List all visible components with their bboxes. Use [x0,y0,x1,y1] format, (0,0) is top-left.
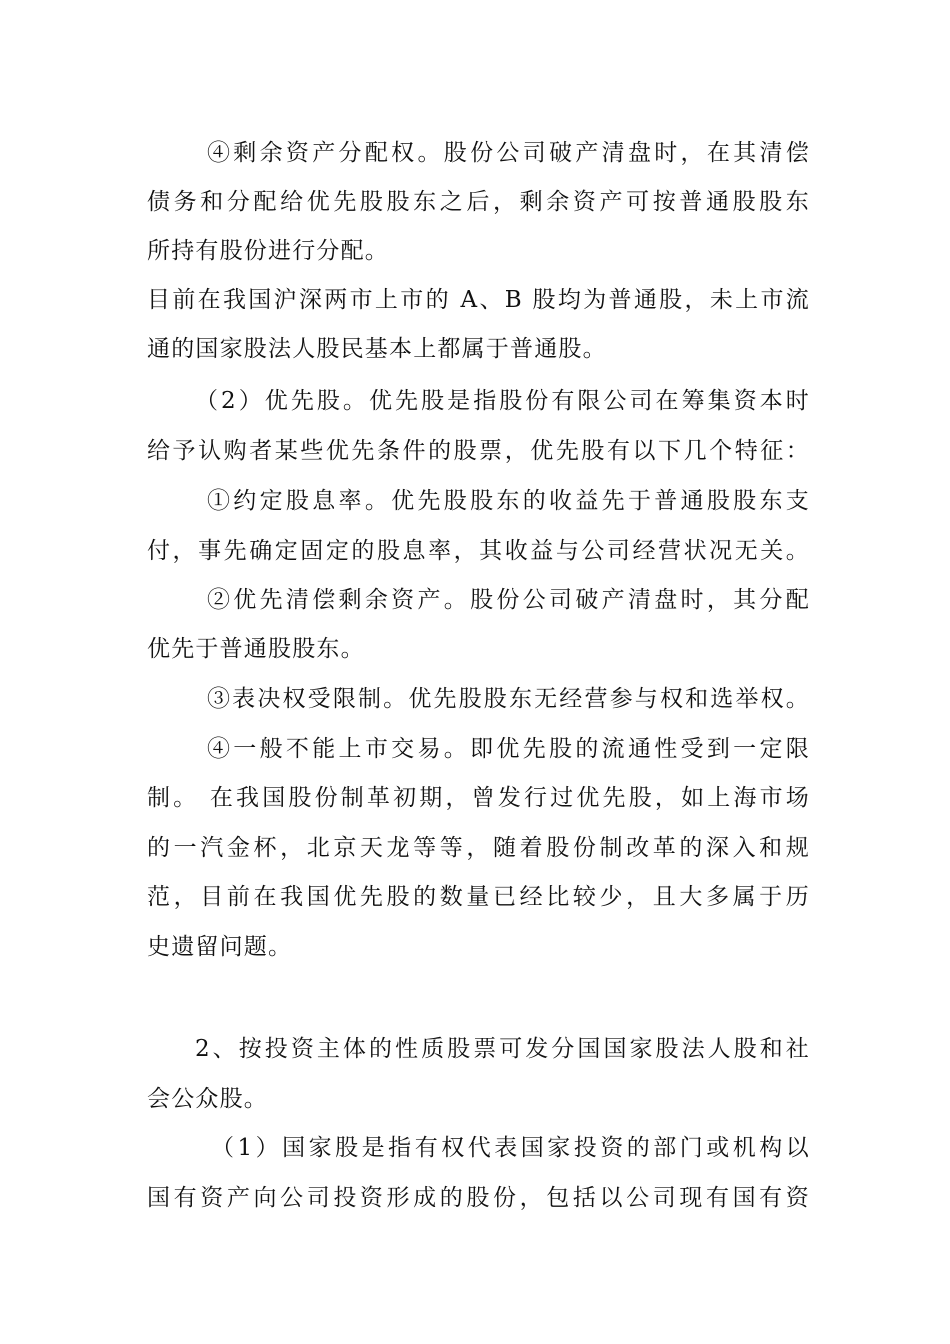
paragraph-line: 目前在我国沪深两市上市的 A、B 股均为普通股，未上市流 [147,287,810,313]
paragraph-line: ①约定股息率。优先股股东的收益先于普通股股东支 [207,488,810,514]
paragraph-line: 通的国家股法人股民基本上都属于普通股。 [147,336,607,362]
paragraph-line: 会公众股。 [147,1086,268,1112]
paragraph-line: 所持有股份进行分配。 [147,238,389,264]
paragraph-line: ②优先清偿剩余资产。股份公司破产清盘时，其分配 [207,587,810,613]
paragraph-line: 2、按投资主体的性质股票可发分国国家股法人股和社 [195,1036,810,1062]
paragraph-line: ④一般不能上市交易。即优先股的流通性受到一定限 [207,736,810,762]
paragraph-line: 的一汽金杯，北京天龙等等，随着股份制改革的深入和规 [147,835,810,861]
paragraph-line: 给予认购者某些优先条件的股票，优先股有以下几个特征： [147,438,810,464]
paragraph-line: ④剩余资产分配权。股份公司破产清盘时，在其清偿 [207,140,810,166]
paragraph-line: 史遗留问题。 [147,934,293,960]
paragraph-line: 国有资产向公司投资形成的股份，包括以公司现有国有资 [147,1185,810,1211]
paragraph-line: 制。 在我国股份制革初期，曾发行过优先股，如上海市场 [147,785,810,811]
paragraph-line: （2）优先股。优先股是指股份有限公司在筹集资本时 [195,388,810,414]
paragraph-line: （1）国家股是指有权代表国家投资的部门或机构以 [211,1135,810,1161]
paragraph-line: 范，目前在我国优先股的数量已经比较少，且大多属于历 [147,884,810,910]
paragraph-line: 优先于普通股股东。 [147,636,365,662]
paragraph-line: ③表决权受限制。优先股股东无经营参与权和选举权。 [207,686,810,712]
paragraph-line: 付，事先确定固定的股息率，其收益与公司经营状况无关。 [147,538,810,564]
paragraph-line: 债务和分配给优先股股东之后，剩余资产可按普通股股东 [147,189,810,215]
